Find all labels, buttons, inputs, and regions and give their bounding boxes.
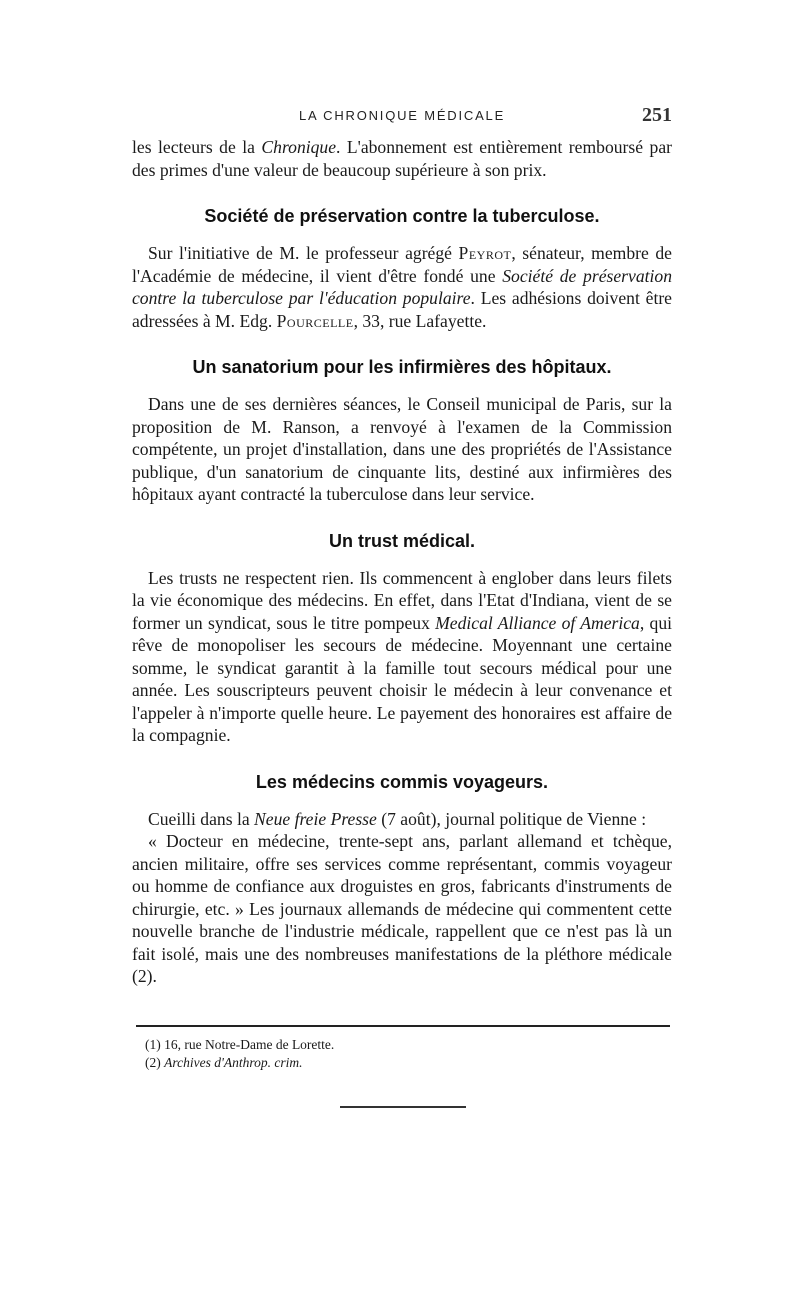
section-1-text-3: . Les adhésions doivent être adressées à M. Edg. (132, 288, 672, 331)
page-header (132, 104, 672, 128)
section-4-paragraph-2: « Docteur en médecine, trente-sept ans, parlant allemand et tchèque, ancien militaire, offre ses services comme représentant, commis voyageur ou homme de confiance aux droguistes en gros, fabricants d'instruments de chirurgie, etc. » Les journaux allemands de médecine qui commentent cette nouvelle branche de l'industrie médicale, rappellent que ce n'est pas là un fait isolé, mais une des nombreuses manifestations de la pléthore médicale (2). (132, 831, 672, 986)
footnote-rule (136, 1025, 670, 1027)
section-3-text-1: Les trusts ne respectent rien. Ils commencent à englober dans leurs filets la vie économique des médecins. En effet, dans l'Etat d'Indiana, vient de se former un syndicat, sous le titre pompeux (132, 567, 672, 633)
section-3-heading: Un trust médical. (328, 530, 476, 551)
section-1-text-1: Sur l'initiative de M. le professeur agrégé (148, 243, 459, 263)
section-1-heading: Société de préservation contre la tuberculose. (204, 206, 600, 226)
continuation-text-2: . L'abonnement est entièrement remboursé par des primes d'une valeur de beaucoup supérieure à son prix. (132, 137, 672, 180)
section-1-text-4: , 33, rue Lafayette. (353, 310, 487, 331)
section-2-heading: Un sanatorium pour les infirmières des hôpitaux. (192, 357, 612, 377)
continuation-italic-1: Chronique (261, 137, 337, 157)
section-1-text-2: , sénateur, membre de l'Académie de médecine, il vient d'être fondé une (132, 243, 672, 286)
body-text (132, 136, 672, 988)
page-number: 251 (642, 104, 672, 126)
section-4-p1-text-1: Cueilli dans la (148, 808, 255, 829)
section-1-paragraph (132, 242, 672, 332)
footnote-2-italic: Archives d'Anthrop. crim. (164, 1055, 303, 1070)
footnote-1: (1) 16, rue Notre-Dame de Lorette. (145, 1037, 335, 1052)
footnote-2-marker: (2) (145, 1055, 165, 1070)
section-1-name-2: Pourcelle (276, 310, 354, 331)
section-4-paragraph-1 (132, 808, 672, 831)
continuation-paragraph (132, 136, 672, 181)
section-3-text-2: , qui rêve de monopoliser les secours de médecine. Moyennant une certaine somme, le syndicat garantit à la famille tout secours médical pour une année. Les souscripteurs peuvent choisir le médecin à leur convenance et l'appeler à n'importe quelle heure. Le payement des honoraires est affaire de la compagnie. (132, 612, 673, 745)
end-rule (340, 1106, 466, 1108)
section-2-paragraph: Dans une de ses dernières séances, le Conseil municipal de Paris, sur la proposition de M. Ranson, a renvoyé à l'examen de la Commission compétente, un projet d'installation, dans une des propriétés de l'Assistance publique, d'un sanatorium de cinquante lits, destiné aux infirmières des hôpitaux ayant contracté la tuberculose dans leur service. (132, 394, 672, 504)
section-1-name-1: Peyrot (458, 243, 512, 263)
section-4-heading: Les médecins commis voyageurs. (255, 771, 549, 792)
continuation-text-1: les lecteurs de la (132, 137, 262, 157)
section-3-paragraph (132, 567, 672, 747)
section-1-italic-1: Société de préservation contre la tuberculose par l'éducation populaire (132, 265, 672, 308)
section-4-p1-text-2: (7 août), journal politique de Vienne : (376, 808, 647, 829)
section-3-italic-1: Medical Alliance of America (435, 612, 640, 633)
section-4-p1-italic-1: Neue freie Presse (254, 808, 377, 829)
footnote-2 (145, 1054, 645, 1072)
footnotes (145, 1036, 645, 1072)
running-title: LA CHRONIQUE MÉDICALE (298, 108, 506, 123)
